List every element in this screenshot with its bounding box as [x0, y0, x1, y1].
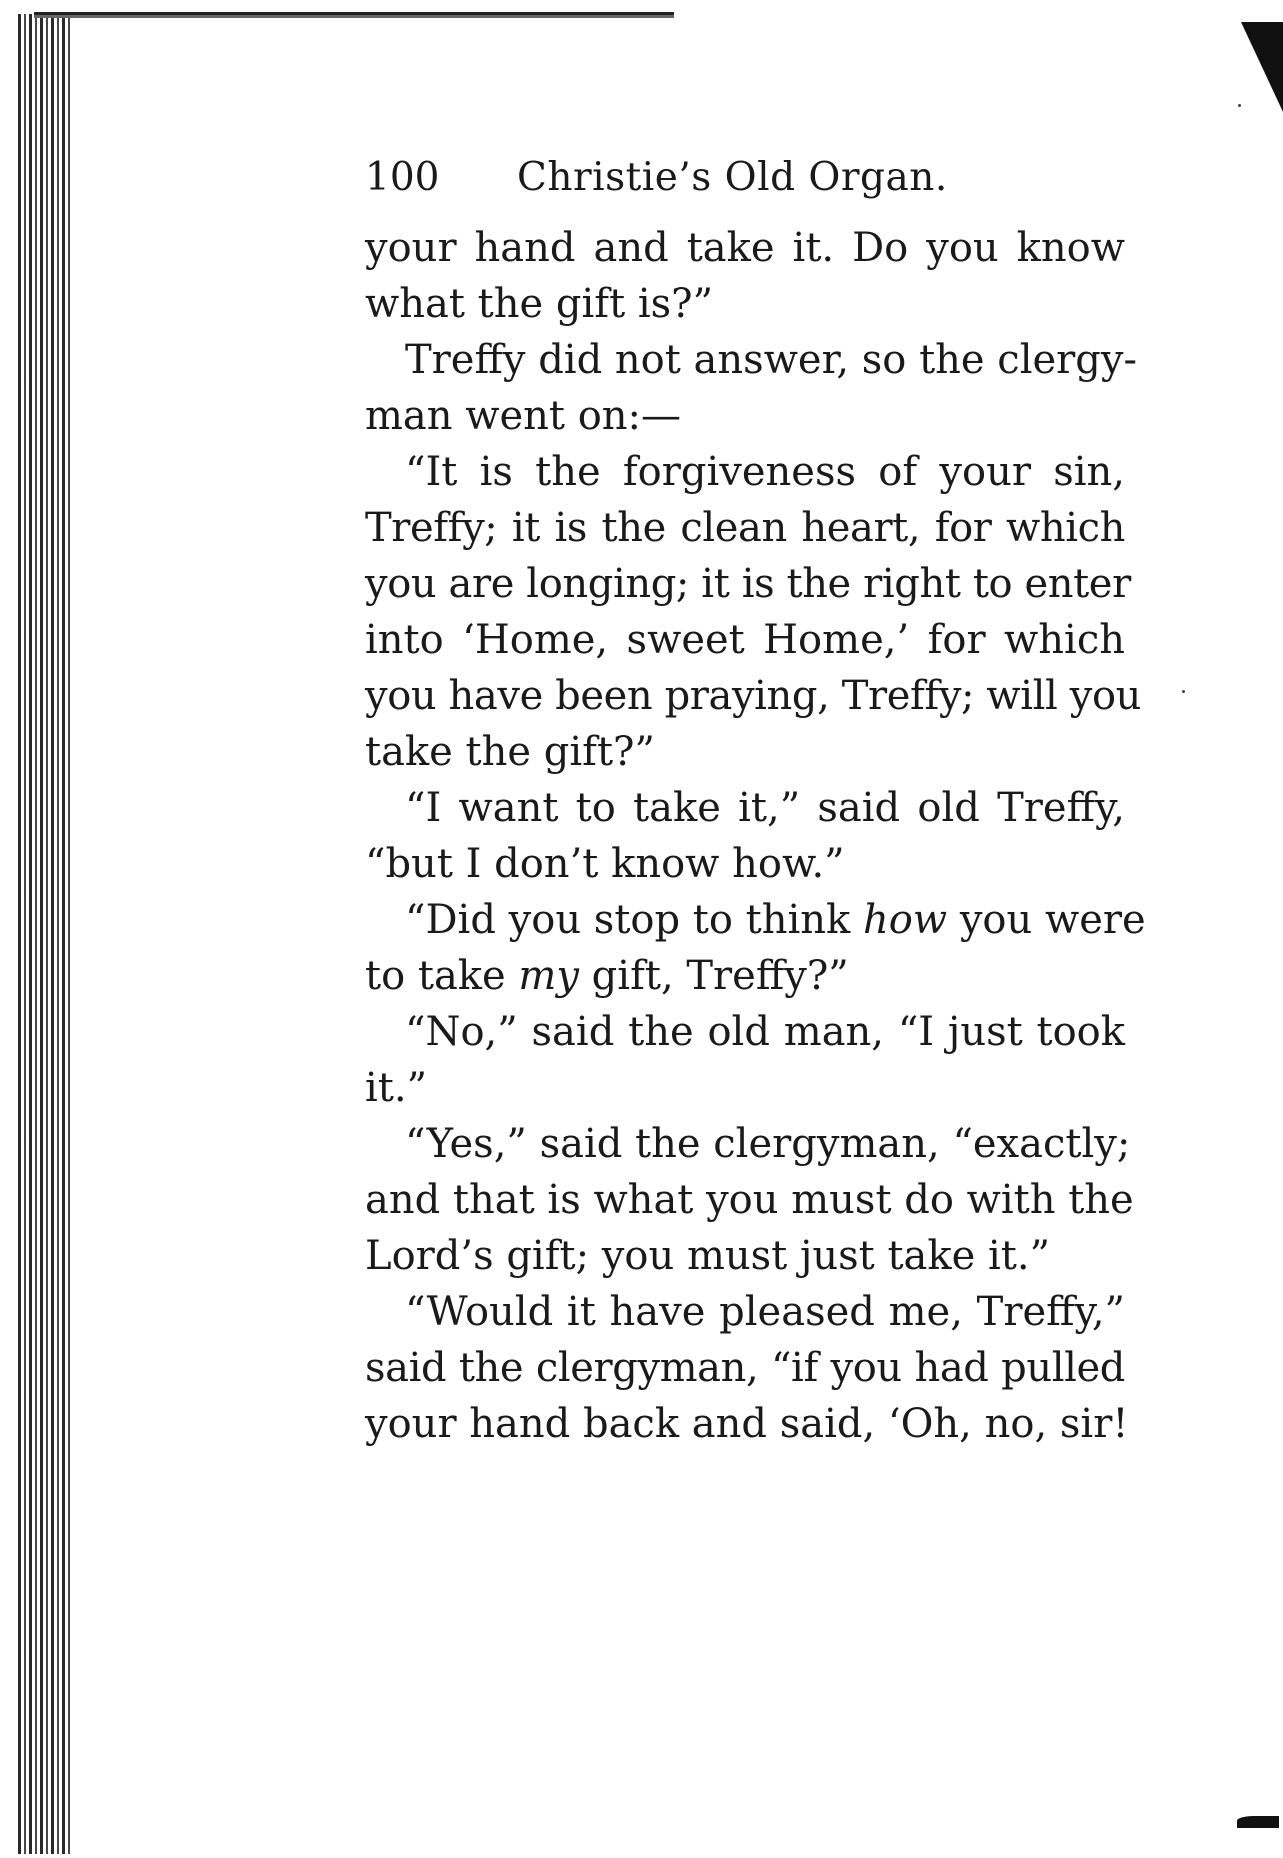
running-title: Christie’s Old Organ.: [517, 155, 948, 200]
text-line: said the clergyman, “if you had pulled: [365, 1345, 1125, 1391]
text-line: “I want to take it,” said old Treffy,: [405, 785, 1125, 831]
text-line: your hand and take it. Do you know: [365, 225, 1125, 271]
scan-speck: [1238, 104, 1241, 107]
text-line: man went on:—: [365, 393, 682, 439]
text-line: “Yes,” said the clergyman, “exactly;: [405, 1121, 1131, 1167]
text-line: Treffy did not answer, so the clergy-: [405, 337, 1138, 383]
text-line: “No,” said the old man, “I just took: [405, 1009, 1125, 1055]
text-run: “Did you stop to think: [405, 897, 864, 943]
text-run: to take: [365, 953, 519, 999]
book-page: [365, 148, 1146, 1452]
text-line: take the gift?”: [365, 729, 655, 775]
text-line: your hand back and said, ‘Oh, no, sir!: [365, 1401, 1129, 1447]
text-line: it.”: [365, 1065, 428, 1111]
text-line: Treffy; it is the clean heart, for which: [365, 505, 1125, 551]
text-line: you have been praying, Treffy; will you: [365, 673, 1141, 719]
scan-speck: [1182, 690, 1185, 693]
page-number: 100: [365, 155, 440, 200]
corner-shadow-top: [1241, 22, 1283, 112]
text-line: [365, 948, 1125, 1004]
text-line: [365, 892, 1146, 948]
text-line: into ‘Home, sweet Home,’ for which: [365, 617, 1125, 663]
italic-word: how: [863, 897, 948, 943]
running-head: [365, 148, 1125, 208]
top-edge-rule: [34, 12, 674, 18]
text-line: Lord’s gift; you must just take it.”: [365, 1233, 1051, 1279]
text-run: you were: [947, 897, 1146, 943]
body-text: [365, 220, 1146, 1452]
text-line: and that is what you must do with the: [365, 1177, 1134, 1223]
text-line: you are longing; it is the right to enter: [365, 561, 1131, 607]
text-run: gift, Treffy?”: [578, 953, 849, 999]
italic-word: my: [518, 953, 579, 999]
text-line: what the gift is?”: [365, 281, 714, 327]
text-line: “Would it have pleased me, Treffy,”: [405, 1289, 1125, 1335]
book-spine-edge: [18, 14, 72, 1854]
corner-shadow-bottom: [1237, 1816, 1279, 1828]
text-line: “but I don’t know how.”: [365, 841, 845, 887]
text-line: “It is the forgiveness of your sin,: [405, 449, 1125, 495]
